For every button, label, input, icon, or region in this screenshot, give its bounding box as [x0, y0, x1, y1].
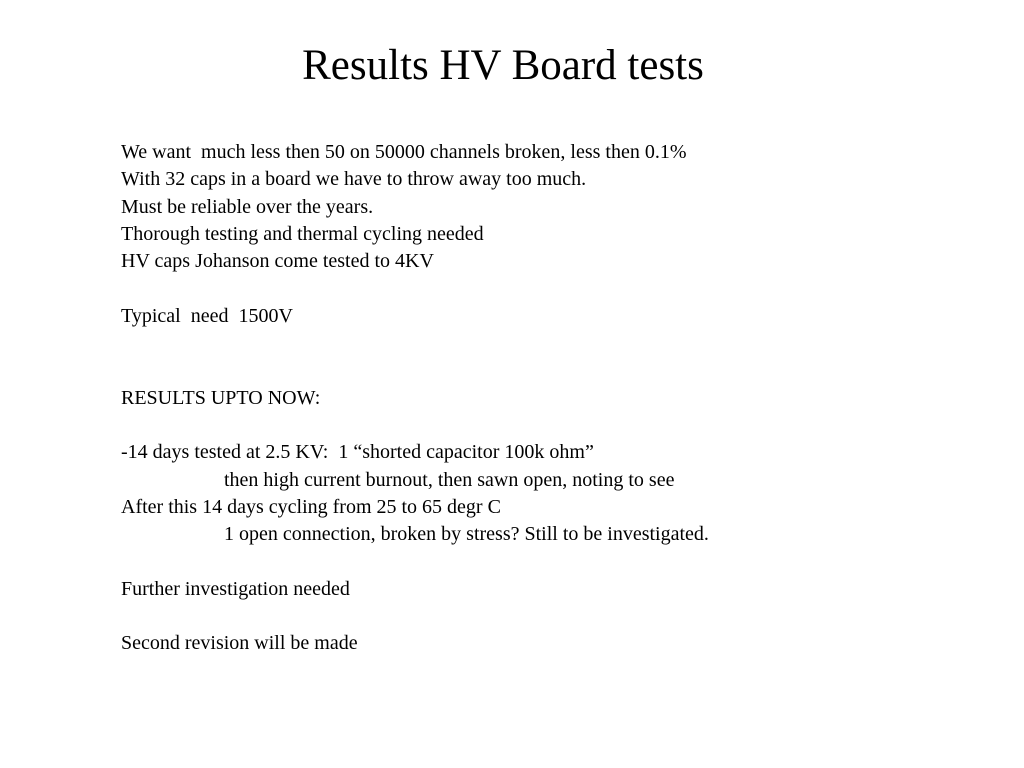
body-line-blank: [121, 357, 1001, 384]
body-line-johanson-caps: HV caps Johanson come tested to 4KV: [121, 250, 434, 273]
body-line-blank: [121, 603, 1001, 630]
body-line-further-investigation: Further investigation needed: [121, 577, 350, 600]
body-line-thermal-cycling: After this 14 days cycling from 25 to 65 degr C: [121, 495, 501, 518]
body-line-blank: [121, 548, 1001, 575]
body-line-14-days-tested: -14 days tested at 2.5 KV: 1 “shorted capacitor 100k ohm”: [121, 441, 594, 464]
body-line-burnout-detail: then high current burnout, then sawn open, noting to see: [224, 468, 675, 491]
body-line-second-revision: Second revision will be made: [121, 632, 358, 655]
body-line-caps-per-board: With 32 caps in a board we have to throw away too much.: [121, 168, 587, 191]
body-line-reliability: Must be reliable over the years.: [121, 195, 374, 218]
body-line-requirement: We want much less then 50 on 50000 channels broken, less then 0.1%: [121, 141, 687, 163]
slide-body: [121, 139, 1001, 658]
body-line-typical-need: Typical need 1500V: [121, 304, 293, 327]
body-line-blank: [121, 412, 1001, 439]
body-line-blank: [121, 330, 1001, 357]
slide-title: Results HV Board tests: [302, 42, 704, 89]
body-line-open-connection-detail: 1 open connection, broken by stress? Still to be investigated.: [224, 523, 709, 546]
body-line-blank: [121, 275, 1001, 302]
body-line-testing: Thorough testing and thermal cycling needed: [121, 222, 484, 245]
body-line-results-heading: RESULTS UPTO NOW:: [121, 386, 321, 409]
